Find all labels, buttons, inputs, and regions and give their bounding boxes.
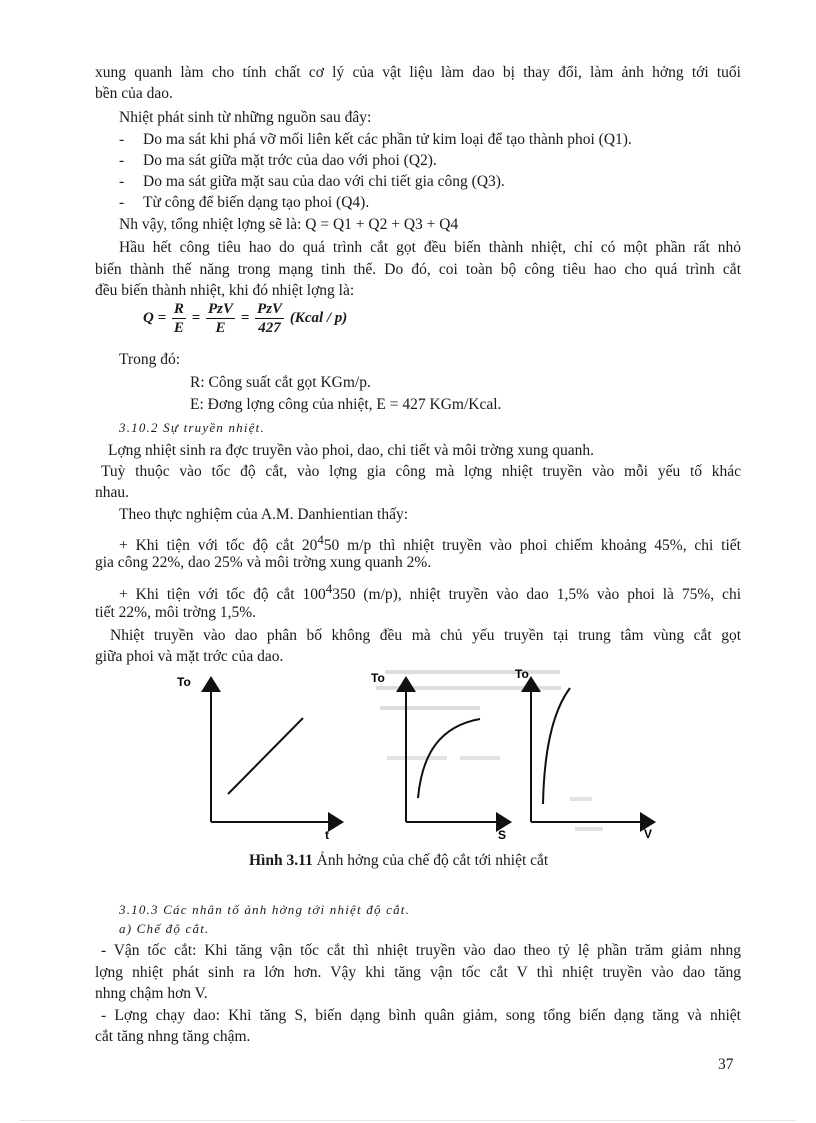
paragraph-line: giữa phoi và mặt trớc của dao. (95, 648, 284, 665)
y-axis-label: To (177, 675, 191, 689)
bleed-through-text (376, 670, 603, 831)
page-bottom-border (20, 1120, 796, 1121)
formula-lhs: Q = (143, 310, 167, 326)
definition-line: E: Đơng lợng công của nhiệt, E = 427 KGm/Kcal. (190, 396, 502, 413)
paragraph-line: gia công 22%, dao 25% và môi trờng xung quanh 2%. (95, 554, 432, 571)
formula-fraction (172, 300, 186, 337)
formula-unit: (Kcal / p) (289, 310, 348, 326)
paragraph-line: Lợng nhiệt sinh ra đợc truyền vào phoi, dao, chi tiết và môi trờng xung quanh. (108, 442, 595, 459)
text-span: 50 m/p thì nhiệt truyền vào phoi chiếm khoảng 45%, chi tiết (323, 537, 741, 555)
list-item-text: Do ma sát giữa mặt sau của dao với chi tiết gia công (Q3). (143, 173, 505, 190)
paragraph-line: Tuỳ thuộc vào tốc độ cắt, vào lợng gia công mà lợng nhiệt truyền vào mỗi yếu tố khác (101, 463, 741, 480)
list-item-text: Từ công để biến dạng tạo phoi (Q4). (143, 194, 370, 211)
curve-steep (543, 688, 570, 804)
figure-caption (249, 852, 548, 870)
formula-equals: = (191, 310, 201, 326)
panel-temperature-vs-velocity (515, 667, 652, 840)
text-span: + Khi tiện với tốc độ cắt 100 (119, 586, 326, 604)
subsection-heading: a) Chế độ cắt. (119, 921, 210, 936)
paragraph-line: nhau. (95, 484, 130, 501)
figure-3-11 (170, 662, 670, 840)
paragraph-line (119, 579, 741, 605)
caption-text: Ảnh hởng của chế độ cắt tới nhiệt cắt (312, 852, 549, 869)
panel-temperature-vs-feed (371, 671, 506, 840)
panel-temperature-vs-time (177, 675, 336, 840)
list-item: - Do ma sát giữa mặt trớc của dao với phoi (Q2). (119, 152, 437, 169)
fraction-denominator: E (215, 320, 226, 336)
paragraph-line: lợng nhiệt phát sinh ra lớn hơn. Vậy khi tăng vận tốc cắt V thì nhiệt truyền vào dao tăng (95, 964, 741, 981)
page-number: 37 (718, 1056, 734, 1073)
paragraph-line: bền của dao. (95, 85, 173, 102)
paragraph-line: Nhiệt truyền vào dao phân bố không đều mà chủ yếu truyền tại trung tâm vùng cắt gọt (110, 627, 741, 644)
paragraph-line: biến thành thế năng trong mạng tinh thể. Do đó, coi toàn bộ công tiêu hao cho quá trình cắt (95, 261, 741, 278)
formula-equals: = (240, 310, 250, 326)
list-item: - Do ma sát giữa mặt sau của dao với chi tiết gia công (Q3). (119, 173, 505, 190)
formula-fraction (206, 300, 235, 337)
fraction-numerator: PzV (207, 301, 233, 317)
paragraph-line: đều biến thành nhiệt, khi đó nhiệt lợng là: (95, 282, 355, 299)
paragraph-line: tiết 22%, môi trờng 1,5%. (95, 604, 257, 621)
paragraph-line: xung quanh làm cho tính chất cơ lý của vật liệu làm dao bị thay đổi, làm ảnh hởng tới tuổi (95, 64, 741, 81)
text-span: + Khi tiện với tốc độ cắt 20 (119, 537, 318, 555)
superscript: 4 (325, 581, 333, 596)
paragraph-line: Nhiệt phát sinh từ những nguồn sau đây: (119, 109, 372, 126)
x-axis-label: V (644, 827, 653, 840)
x-axis-label: S (498, 828, 507, 840)
paragraph-line: Theo thực nghiệm của A.M. Danhientian thấy: (119, 506, 409, 523)
curve-linear (228, 718, 303, 794)
superscript: 4 (317, 532, 324, 547)
y-axis-label: To (515, 667, 529, 681)
fraction-numerator: PzV (257, 301, 283, 317)
y-axis-label: To (371, 671, 385, 685)
fraction-denominator: 427 (258, 320, 281, 336)
list-item: - Từ công để biến dạng tạo phoi (Q4). (119, 194, 370, 211)
section-heading: 3.10.3 Các nhân tố ảnh hởng tới nhiệt độ cắt. (119, 902, 411, 917)
list-item-text: Do ma sát giữa mặt trớc của dao với phoi (Q2). (143, 152, 437, 169)
formula-fraction (255, 300, 284, 337)
paragraph-line: nhng chậm hơn V. (95, 985, 208, 1002)
list-item-text: Do ma sát khi phá vỡ mối liên kết các phần tử kim loại để tạo thành phoi (Q1). (143, 131, 632, 148)
paragraph-line: Nh vậy, tổng nhiệt lợng sẽ là: Q = Q1 + Q2 + Q3 + Q4 (119, 216, 459, 233)
fraction-denominator: E (173, 320, 184, 336)
list-item: - Do ma sát khi phá vỡ mối liên kết các phần tử kim loại để tạo thành phoi (Q1). (119, 131, 632, 148)
caption-number: Hình 3.11 (249, 852, 313, 869)
text-span: 350 (m/p), nhiệt truyền vào dao 1,5% vào phoi là 75%, chi (332, 586, 741, 604)
x-axis-label: t (325, 828, 329, 840)
paragraph-line: cắt tăng nhng tăng chậm. (95, 1028, 251, 1045)
paragraph-line: Hầu hết công tiêu hao do quá trình cắt gọt đều biến thành nhiệt, chỉ có một phần rất nhỏ (119, 239, 741, 256)
heat-formula (143, 300, 347, 346)
fraction-numerator: R (173, 301, 184, 317)
paragraph-line: - Vận tốc cắt: Khi tăng vận tốc cắt thì nhiệt truyền vào dao theo tỷ lệ phần trăm giảm nhng (101, 942, 741, 959)
paragraph-line: - Lợng chạy dao: Khi tăng S, biến dạng bình quân giảm, song tổng biến dạng tăng và nhiệt (101, 1007, 741, 1024)
definition-line: R: Công suất cắt gọt KGm/p. (190, 374, 371, 391)
section-heading: 3.10.2 Sự truyền nhiệt. (119, 420, 265, 435)
paragraph-line: Trong đó: (119, 351, 181, 368)
